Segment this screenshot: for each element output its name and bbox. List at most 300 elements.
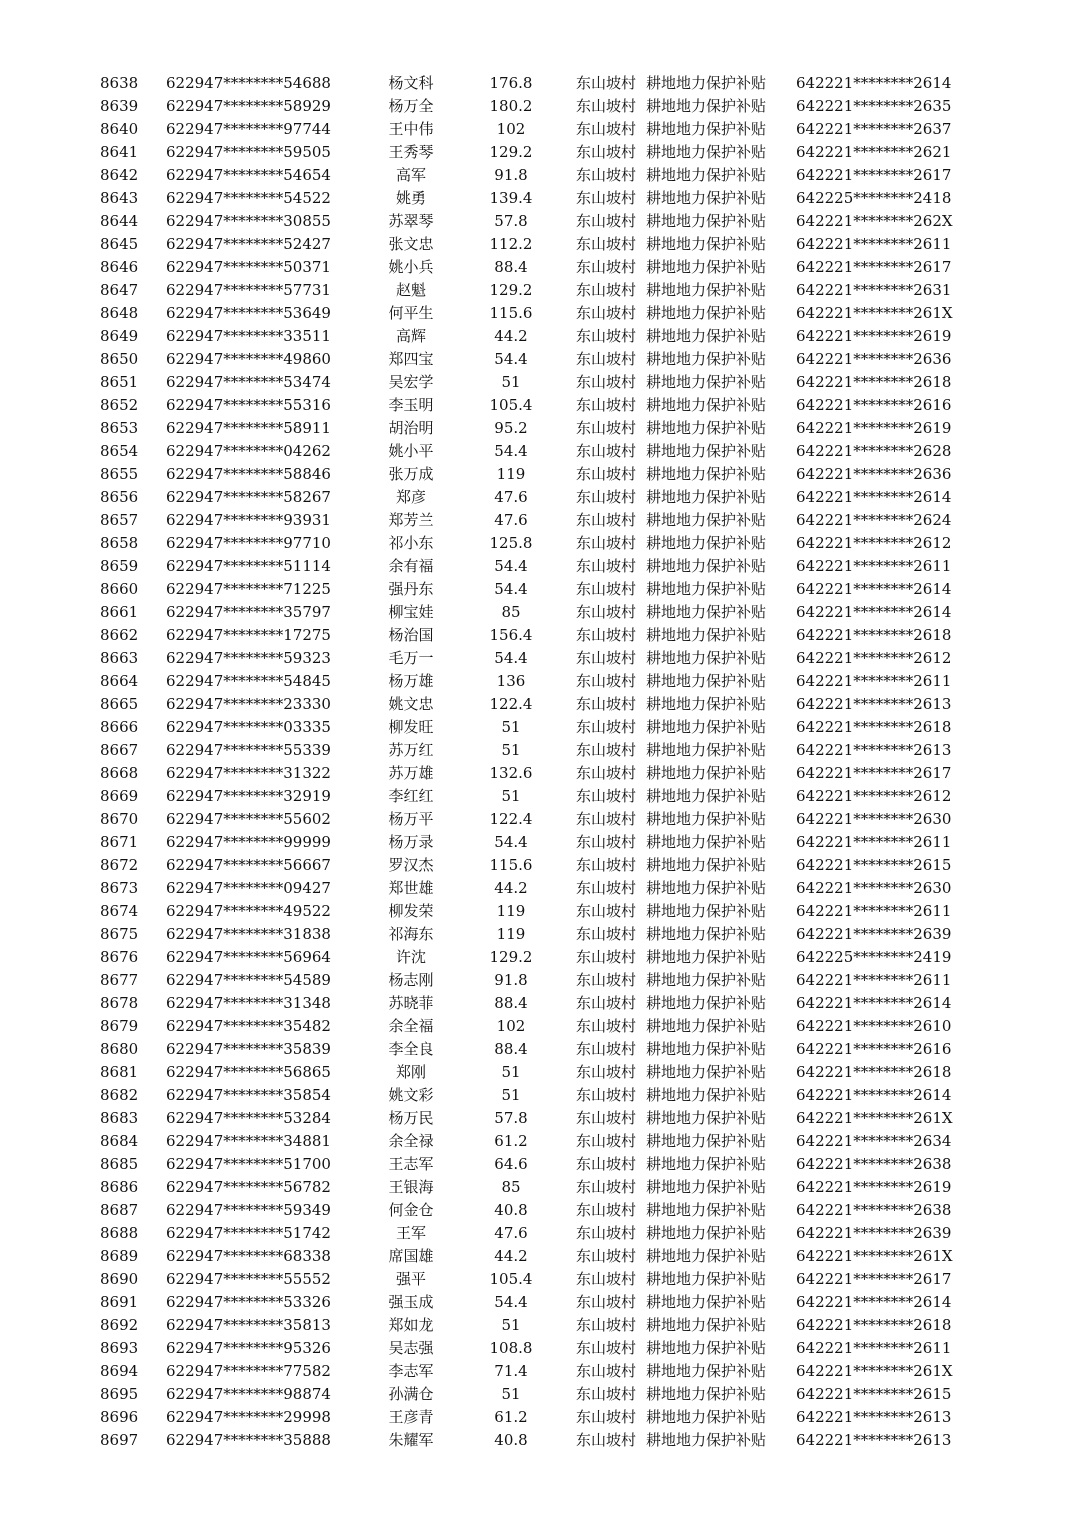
subsidy-amount: 91.8 xyxy=(494,166,528,184)
holder-name: 杨万民 xyxy=(388,1109,434,1127)
village-name: 东山坡村 xyxy=(575,948,636,966)
bank-account-number: 622947********56865 xyxy=(166,1063,331,1081)
holder-name: 吴宏学 xyxy=(388,373,434,391)
subsidy-type: 耕地地力保护补贴 xyxy=(646,1431,767,1449)
village-name: 东山坡村 xyxy=(575,580,636,598)
table-row xyxy=(100,1337,976,1360)
subsidy-amount: 119 xyxy=(496,465,526,483)
holder-name: 杨志刚 xyxy=(388,971,434,989)
holder-name: 姚小平 xyxy=(388,442,434,460)
row-sequence-number: 8676 xyxy=(100,948,139,966)
id-card-number: 642221********2617 xyxy=(796,258,952,276)
table-row xyxy=(100,877,976,900)
village-name: 东山坡村 xyxy=(575,557,636,575)
holder-name: 李红红 xyxy=(388,787,434,805)
subsidy-type: 耕地地力保护补贴 xyxy=(646,741,767,759)
row-sequence-number: 8654 xyxy=(100,442,139,460)
table-row xyxy=(100,1222,976,1245)
village-name: 东山坡村 xyxy=(575,350,636,368)
id-card-number: 642221********2614 xyxy=(796,488,952,506)
bank-account-number: 622947********51742 xyxy=(166,1224,331,1242)
village-name: 东山坡村 xyxy=(575,1063,636,1081)
village-name: 东山坡村 xyxy=(575,97,636,115)
subsidy-type: 耕地地力保护补贴 xyxy=(646,304,767,322)
row-sequence-number: 8664 xyxy=(100,672,139,690)
table-row xyxy=(100,1291,976,1314)
holder-name: 余有福 xyxy=(388,557,434,575)
subsidy-type: 耕地地力保护补贴 xyxy=(646,281,767,299)
bank-account-number: 622947********53649 xyxy=(166,304,331,322)
id-card-number: 642221********2611 xyxy=(796,833,952,851)
village-name: 东山坡村 xyxy=(575,856,636,874)
table-row xyxy=(100,1153,976,1176)
subsidy-amount: 105.4 xyxy=(489,1270,533,1288)
subsidy-amount: 122.4 xyxy=(489,810,533,828)
row-sequence-number: 8670 xyxy=(100,810,139,828)
bank-account-number: 622947********95326 xyxy=(166,1339,331,1357)
holder-name: 李志军 xyxy=(388,1362,434,1380)
village-name: 东山坡村 xyxy=(575,741,636,759)
subsidy-amount: 61.2 xyxy=(494,1132,528,1150)
table-row xyxy=(100,1176,976,1199)
subsidy-amount: 119 xyxy=(496,902,526,920)
holder-name: 李玉明 xyxy=(388,396,434,414)
village-name: 东山坡村 xyxy=(575,1339,636,1357)
row-sequence-number: 8669 xyxy=(100,787,139,805)
village-name: 东山坡村 xyxy=(575,1109,636,1127)
holder-name: 王彦青 xyxy=(388,1408,434,1426)
subsidy-type: 耕地地力保护补贴 xyxy=(646,511,767,529)
subsidy-type: 耕地地力保护补贴 xyxy=(646,1109,767,1127)
id-card-number: 642221********2614 xyxy=(796,580,952,598)
table-row xyxy=(100,394,976,417)
id-card-number: 642221********2612 xyxy=(796,649,952,667)
village-name: 东山坡村 xyxy=(575,810,636,828)
holder-name: 杨文科 xyxy=(388,74,434,92)
holder-name: 许沈 xyxy=(395,948,426,966)
subsidy-amount: 54.4 xyxy=(494,350,528,368)
holder-name: 李全良 xyxy=(388,1040,434,1058)
row-sequence-number: 8663 xyxy=(100,649,139,667)
subsidy-amount: 129.2 xyxy=(489,948,533,966)
table-row xyxy=(100,118,976,141)
subsidy-type: 耕地地力保护补贴 xyxy=(646,1408,767,1426)
table-row xyxy=(100,371,976,394)
subsidy-amount: 91.8 xyxy=(494,971,528,989)
row-sequence-number: 8680 xyxy=(100,1040,139,1058)
subsidy-amount: 85 xyxy=(501,603,521,621)
subsidy-amount: 88.4 xyxy=(494,1040,528,1058)
village-name: 东山坡村 xyxy=(575,1431,636,1449)
bank-account-number: 622947********53474 xyxy=(166,373,331,391)
bank-account-number: 622947********97744 xyxy=(166,120,331,138)
id-card-number: 642221********2636 xyxy=(796,350,952,368)
table-row xyxy=(100,1130,976,1153)
village-name: 东山坡村 xyxy=(575,120,636,138)
subsidy-amount: 102 xyxy=(496,1017,526,1035)
bank-account-number: 622947********31838 xyxy=(166,925,331,943)
subsidy-amount: 51 xyxy=(501,373,521,391)
row-sequence-number: 8672 xyxy=(100,856,139,874)
village-name: 东山坡村 xyxy=(575,971,636,989)
id-card-number: 642221********2612 xyxy=(796,787,952,805)
village-name: 东山坡村 xyxy=(575,1224,636,1242)
table-row xyxy=(100,1199,976,1222)
subsidy-type: 耕地地力保护补贴 xyxy=(646,442,767,460)
village-name: 东山坡村 xyxy=(575,1270,636,1288)
row-sequence-number: 8650 xyxy=(100,350,139,368)
bank-account-number: 622947********54845 xyxy=(166,672,331,690)
table-row xyxy=(100,900,976,923)
bank-account-number: 622947********54589 xyxy=(166,971,331,989)
bank-account-number: 622947********29998 xyxy=(166,1408,331,1426)
holder-name: 苏万雄 xyxy=(388,764,434,782)
table-row xyxy=(100,1406,976,1429)
subsidy-type: 耕地地力保护补贴 xyxy=(646,833,767,851)
subsidy-amount: 129.2 xyxy=(489,143,533,161)
subsidy-type: 耕地地力保护补贴 xyxy=(646,925,767,943)
bank-account-number: 622947********55339 xyxy=(166,741,331,759)
table-row xyxy=(100,440,976,463)
id-card-number: 642221********2630 xyxy=(796,879,952,897)
subsidy-type: 耕地地力保护补贴 xyxy=(646,718,767,736)
village-name: 东山坡村 xyxy=(575,1086,636,1104)
row-sequence-number: 8682 xyxy=(100,1086,139,1104)
holder-name: 席国雄 xyxy=(388,1247,434,1265)
bank-account-number: 622947********53326 xyxy=(166,1293,331,1311)
subsidy-amount: 44.2 xyxy=(494,327,528,345)
row-sequence-number: 8677 xyxy=(100,971,139,989)
holder-name: 余全福 xyxy=(388,1017,434,1035)
id-card-number: 642221********2639 xyxy=(796,925,952,943)
subsidy-amount: 47.6 xyxy=(494,1224,528,1242)
holder-name: 郑世雄 xyxy=(388,879,434,897)
table-row xyxy=(100,141,976,164)
bank-account-number: 622947********58846 xyxy=(166,465,331,483)
village-name: 东山坡村 xyxy=(575,327,636,345)
subsidy-amount: 132.6 xyxy=(489,764,533,782)
bank-account-number: 622947********59505 xyxy=(166,143,331,161)
row-sequence-number: 8661 xyxy=(100,603,139,621)
subsidy-amount: 115.6 xyxy=(489,304,533,322)
bank-account-number: 622947********35797 xyxy=(166,603,331,621)
bank-account-number: 622947********51700 xyxy=(166,1155,331,1173)
id-card-number: 642221********261X xyxy=(796,1362,953,1380)
bank-account-number: 622947********50371 xyxy=(166,258,331,276)
holder-name: 毛万一 xyxy=(388,649,434,667)
id-card-number: 642221********2639 xyxy=(796,1224,952,1242)
village-name: 东山坡村 xyxy=(575,166,636,184)
row-sequence-number: 8694 xyxy=(100,1362,139,1380)
bank-account-number: 622947********93931 xyxy=(166,511,331,529)
bank-account-number: 622947********54688 xyxy=(166,74,331,92)
holder-name: 强平 xyxy=(395,1270,426,1288)
subsidy-amount: 115.6 xyxy=(489,856,533,874)
subsidy-type: 耕地地力保护补贴 xyxy=(646,327,767,345)
holder-name: 柳发荣 xyxy=(388,902,434,920)
subsidy-amount: 139.4 xyxy=(489,189,533,207)
id-card-number: 642221********2612 xyxy=(796,534,952,552)
village-name: 东山坡村 xyxy=(575,258,636,276)
subsidy-amount: 47.6 xyxy=(494,488,528,506)
table-row xyxy=(100,739,976,762)
subsidy-type: 耕地地力保护补贴 xyxy=(646,810,767,828)
village-name: 东山坡村 xyxy=(575,695,636,713)
village-name: 东山坡村 xyxy=(575,465,636,483)
bank-account-number: 622947********59323 xyxy=(166,649,331,667)
subsidy-type: 耕地地力保护补贴 xyxy=(646,695,767,713)
holder-name: 祁小东 xyxy=(388,534,434,552)
subsidy-type: 耕地地力保护补贴 xyxy=(646,350,767,368)
bank-account-number: 622947********52427 xyxy=(166,235,331,253)
table-row xyxy=(100,95,976,118)
row-sequence-number: 8655 xyxy=(100,465,139,483)
subsidy-amount: 54.4 xyxy=(494,649,528,667)
village-name: 东山坡村 xyxy=(575,304,636,322)
holder-name: 杨万雄 xyxy=(388,672,434,690)
table-row xyxy=(100,72,976,95)
village-name: 东山坡村 xyxy=(575,1178,636,1196)
subsidy-amount: 51 xyxy=(501,1086,521,1104)
subsidy-type: 耕地地力保护补贴 xyxy=(646,166,767,184)
subsidy-type: 耕地地力保护补贴 xyxy=(646,948,767,966)
subsidy-type: 耕地地力保护补贴 xyxy=(646,902,767,920)
subsidy-type: 耕地地力保护补贴 xyxy=(646,1063,767,1081)
subsidy-type: 耕地地力保护补贴 xyxy=(646,419,767,437)
subsidy-amount: 95.2 xyxy=(494,419,528,437)
id-card-number: 642221********2611 xyxy=(796,557,952,575)
id-card-number: 642221********2614 xyxy=(796,1086,952,1104)
village-name: 东山坡村 xyxy=(575,1293,636,1311)
village-name: 东山坡村 xyxy=(575,534,636,552)
id-card-number: 642221********2624 xyxy=(796,511,952,529)
holder-name: 苏万红 xyxy=(388,741,434,759)
bank-account-number: 622947********35888 xyxy=(166,1431,331,1449)
row-sequence-number: 8648 xyxy=(100,304,139,322)
row-sequence-number: 8645 xyxy=(100,235,139,253)
village-name: 东山坡村 xyxy=(575,1316,636,1334)
holder-name: 余全禄 xyxy=(388,1132,434,1150)
bank-account-number: 622947********17275 xyxy=(166,626,331,644)
table-row xyxy=(100,923,976,946)
holder-name: 杨万平 xyxy=(388,810,434,828)
id-card-number: 642221********2635 xyxy=(796,97,952,115)
table-row xyxy=(100,647,976,670)
table-row xyxy=(100,1360,976,1383)
id-card-number: 642221********2614 xyxy=(796,1293,952,1311)
subsidy-amount: 44.2 xyxy=(494,879,528,897)
row-sequence-number: 8658 xyxy=(100,534,139,552)
subsidy-type: 耕地地力保护补贴 xyxy=(646,1247,767,1265)
holder-name: 王中伟 xyxy=(388,120,434,138)
subsidy-amount: 54.4 xyxy=(494,580,528,598)
row-sequence-number: 8675 xyxy=(100,925,139,943)
subsidy-type: 耕地地力保护补贴 xyxy=(646,189,767,207)
table-row xyxy=(100,463,976,486)
village-name: 东山坡村 xyxy=(575,511,636,529)
holder-name: 王志军 xyxy=(388,1155,434,1173)
table-row xyxy=(100,670,976,693)
row-sequence-number: 8695 xyxy=(100,1385,139,1403)
row-sequence-number: 8651 xyxy=(100,373,139,391)
id-card-number: 642221********2611 xyxy=(796,971,952,989)
village-name: 东山坡村 xyxy=(575,1385,636,1403)
village-name: 东山坡村 xyxy=(575,1040,636,1058)
subsidy-type: 耕地地力保护补贴 xyxy=(646,1316,767,1334)
id-card-number: 642221********2638 xyxy=(796,1155,952,1173)
holder-name: 苏晓菲 xyxy=(388,994,434,1012)
village-name: 东山坡村 xyxy=(575,419,636,437)
bank-account-number: 622947********49522 xyxy=(166,902,331,920)
holder-name: 郑刚 xyxy=(395,1063,426,1081)
subsidy-type: 耕地地力保护补贴 xyxy=(646,626,767,644)
holder-name: 姚文彩 xyxy=(388,1086,434,1104)
subsidy-type: 耕地地力保护补贴 xyxy=(646,856,767,874)
id-card-number: 642221********261X xyxy=(796,304,953,322)
table-row xyxy=(100,348,976,371)
id-card-number: 642221********2613 xyxy=(796,741,952,759)
bank-account-number: 622947********53284 xyxy=(166,1109,331,1127)
subsidy-amount: 129.2 xyxy=(489,281,533,299)
subsidy-type: 耕地地力保护补贴 xyxy=(646,143,767,161)
row-sequence-number: 8653 xyxy=(100,419,139,437)
id-card-number: 642221********2619 xyxy=(796,327,952,345)
bank-account-number: 622947********34881 xyxy=(166,1132,331,1150)
subsidy-amount: 108.8 xyxy=(489,1339,533,1357)
id-card-number: 642221********2621 xyxy=(796,143,952,161)
id-card-number: 642221********2618 xyxy=(796,373,952,391)
id-card-number: 642221********2618 xyxy=(796,626,952,644)
holder-name: 张文忠 xyxy=(388,235,434,253)
bank-account-number: 622947********35813 xyxy=(166,1316,331,1334)
village-name: 东山坡村 xyxy=(575,212,636,230)
table-row xyxy=(100,831,976,854)
id-card-number: 642221********2636 xyxy=(796,465,952,483)
village-name: 东山坡村 xyxy=(575,994,636,1012)
subsidy-amount: 125.8 xyxy=(489,534,533,552)
id-card-number: 642221********2619 xyxy=(796,1178,952,1196)
id-card-number: 642221********2619 xyxy=(796,419,952,437)
bank-account-number: 622947********54522 xyxy=(166,189,331,207)
subsidy-amount: 64.6 xyxy=(494,1155,528,1173)
subsidy-amount: 102 xyxy=(496,120,526,138)
id-card-number: 642221********2631 xyxy=(796,281,952,299)
table-row xyxy=(100,578,976,601)
table-row xyxy=(100,1015,976,1038)
id-card-number: 642221********2614 xyxy=(796,603,952,621)
table-row xyxy=(100,417,976,440)
table-row xyxy=(100,1084,976,1107)
bank-account-number: 622947********03335 xyxy=(166,718,331,736)
subsidy-amount: 88.4 xyxy=(494,258,528,276)
village-name: 东山坡村 xyxy=(575,902,636,920)
subsidy-amount: 122.4 xyxy=(489,695,533,713)
subsidy-type: 耕地地力保护补贴 xyxy=(646,1040,767,1058)
row-sequence-number: 8671 xyxy=(100,833,139,851)
row-sequence-number: 8689 xyxy=(100,1247,139,1265)
holder-name: 高军 xyxy=(395,166,426,184)
holder-name: 吴志强 xyxy=(388,1339,434,1357)
row-sequence-number: 8657 xyxy=(100,511,139,529)
subsidy-amount: 54.4 xyxy=(494,442,528,460)
id-card-number: 642221********2628 xyxy=(796,442,952,460)
bank-account-number: 622947********54654 xyxy=(166,166,331,184)
village-name: 东山坡村 xyxy=(575,603,636,621)
holder-name: 张万成 xyxy=(388,465,434,483)
holder-name: 柳发旺 xyxy=(388,718,434,736)
table-row xyxy=(100,279,976,302)
bank-account-number: 622947********58267 xyxy=(166,488,331,506)
row-sequence-number: 8639 xyxy=(100,97,139,115)
subsidy-amount: 51 xyxy=(501,1316,521,1334)
row-sequence-number: 8693 xyxy=(100,1339,139,1357)
row-sequence-number: 8643 xyxy=(100,189,139,207)
subsidy-type: 耕地地力保护补贴 xyxy=(646,1155,767,1173)
table-row xyxy=(100,210,976,233)
table-row xyxy=(100,1383,976,1406)
subsidy-amount: 47.6 xyxy=(494,511,528,529)
id-card-number: 642225********2419 xyxy=(796,948,952,966)
id-card-number: 642221********2618 xyxy=(796,718,952,736)
row-sequence-number: 8679 xyxy=(100,1017,139,1035)
subsidy-amount: 40.8 xyxy=(494,1201,528,1219)
table-row xyxy=(100,532,976,555)
table-row xyxy=(100,164,976,187)
subsidy-amount: 51 xyxy=(501,1385,521,1403)
id-card-number: 642221********2614 xyxy=(796,74,952,92)
village-name: 东山坡村 xyxy=(575,833,636,851)
subsidy-type: 耕地地力保护补贴 xyxy=(646,1224,767,1242)
bank-account-number: 622947********31322 xyxy=(166,764,331,782)
subsidy-type: 耕地地力保护补贴 xyxy=(646,97,767,115)
bank-account-number: 622947********58911 xyxy=(166,419,331,437)
subsidy-type: 耕地地力保护补贴 xyxy=(646,672,767,690)
subsidy-amount: 51 xyxy=(501,1063,521,1081)
village-name: 东山坡村 xyxy=(575,488,636,506)
table-row xyxy=(100,1038,976,1061)
holder-name: 姚勇 xyxy=(395,189,426,207)
id-card-number: 642225********2418 xyxy=(796,189,952,207)
table-row xyxy=(100,325,976,348)
bank-account-number: 622947********99999 xyxy=(166,833,331,851)
bank-account-number: 622947********58929 xyxy=(166,97,331,115)
subsidy-amount: 57.8 xyxy=(494,212,528,230)
table-row xyxy=(100,1245,976,1268)
subsidy-records-table xyxy=(100,72,976,1452)
subsidy-amount: 176.8 xyxy=(489,74,533,92)
holder-name: 郑彦 xyxy=(395,488,426,506)
id-card-number: 642221********2634 xyxy=(796,1132,952,1150)
row-sequence-number: 8642 xyxy=(100,166,139,184)
holder-name: 郑四宝 xyxy=(388,350,434,368)
records-body xyxy=(100,72,976,1452)
subsidy-type: 耕地地力保护补贴 xyxy=(646,373,767,391)
bank-account-number: 622947********33511 xyxy=(166,327,331,345)
subsidy-type: 耕地地力保护补贴 xyxy=(646,971,767,989)
row-sequence-number: 8690 xyxy=(100,1270,139,1288)
row-sequence-number: 8665 xyxy=(100,695,139,713)
holder-name: 何平生 xyxy=(388,304,434,322)
bank-account-number: 622947********55552 xyxy=(166,1270,331,1288)
bank-account-number: 622947********71225 xyxy=(166,580,331,598)
holder-name: 胡治明 xyxy=(388,419,434,437)
bank-account-number: 622947********23330 xyxy=(166,695,331,713)
id-card-number: 642221********2611 xyxy=(796,235,952,253)
village-name: 东山坡村 xyxy=(575,442,636,460)
table-row xyxy=(100,1268,976,1291)
village-name: 东山坡村 xyxy=(575,143,636,161)
village-name: 东山坡村 xyxy=(575,879,636,897)
